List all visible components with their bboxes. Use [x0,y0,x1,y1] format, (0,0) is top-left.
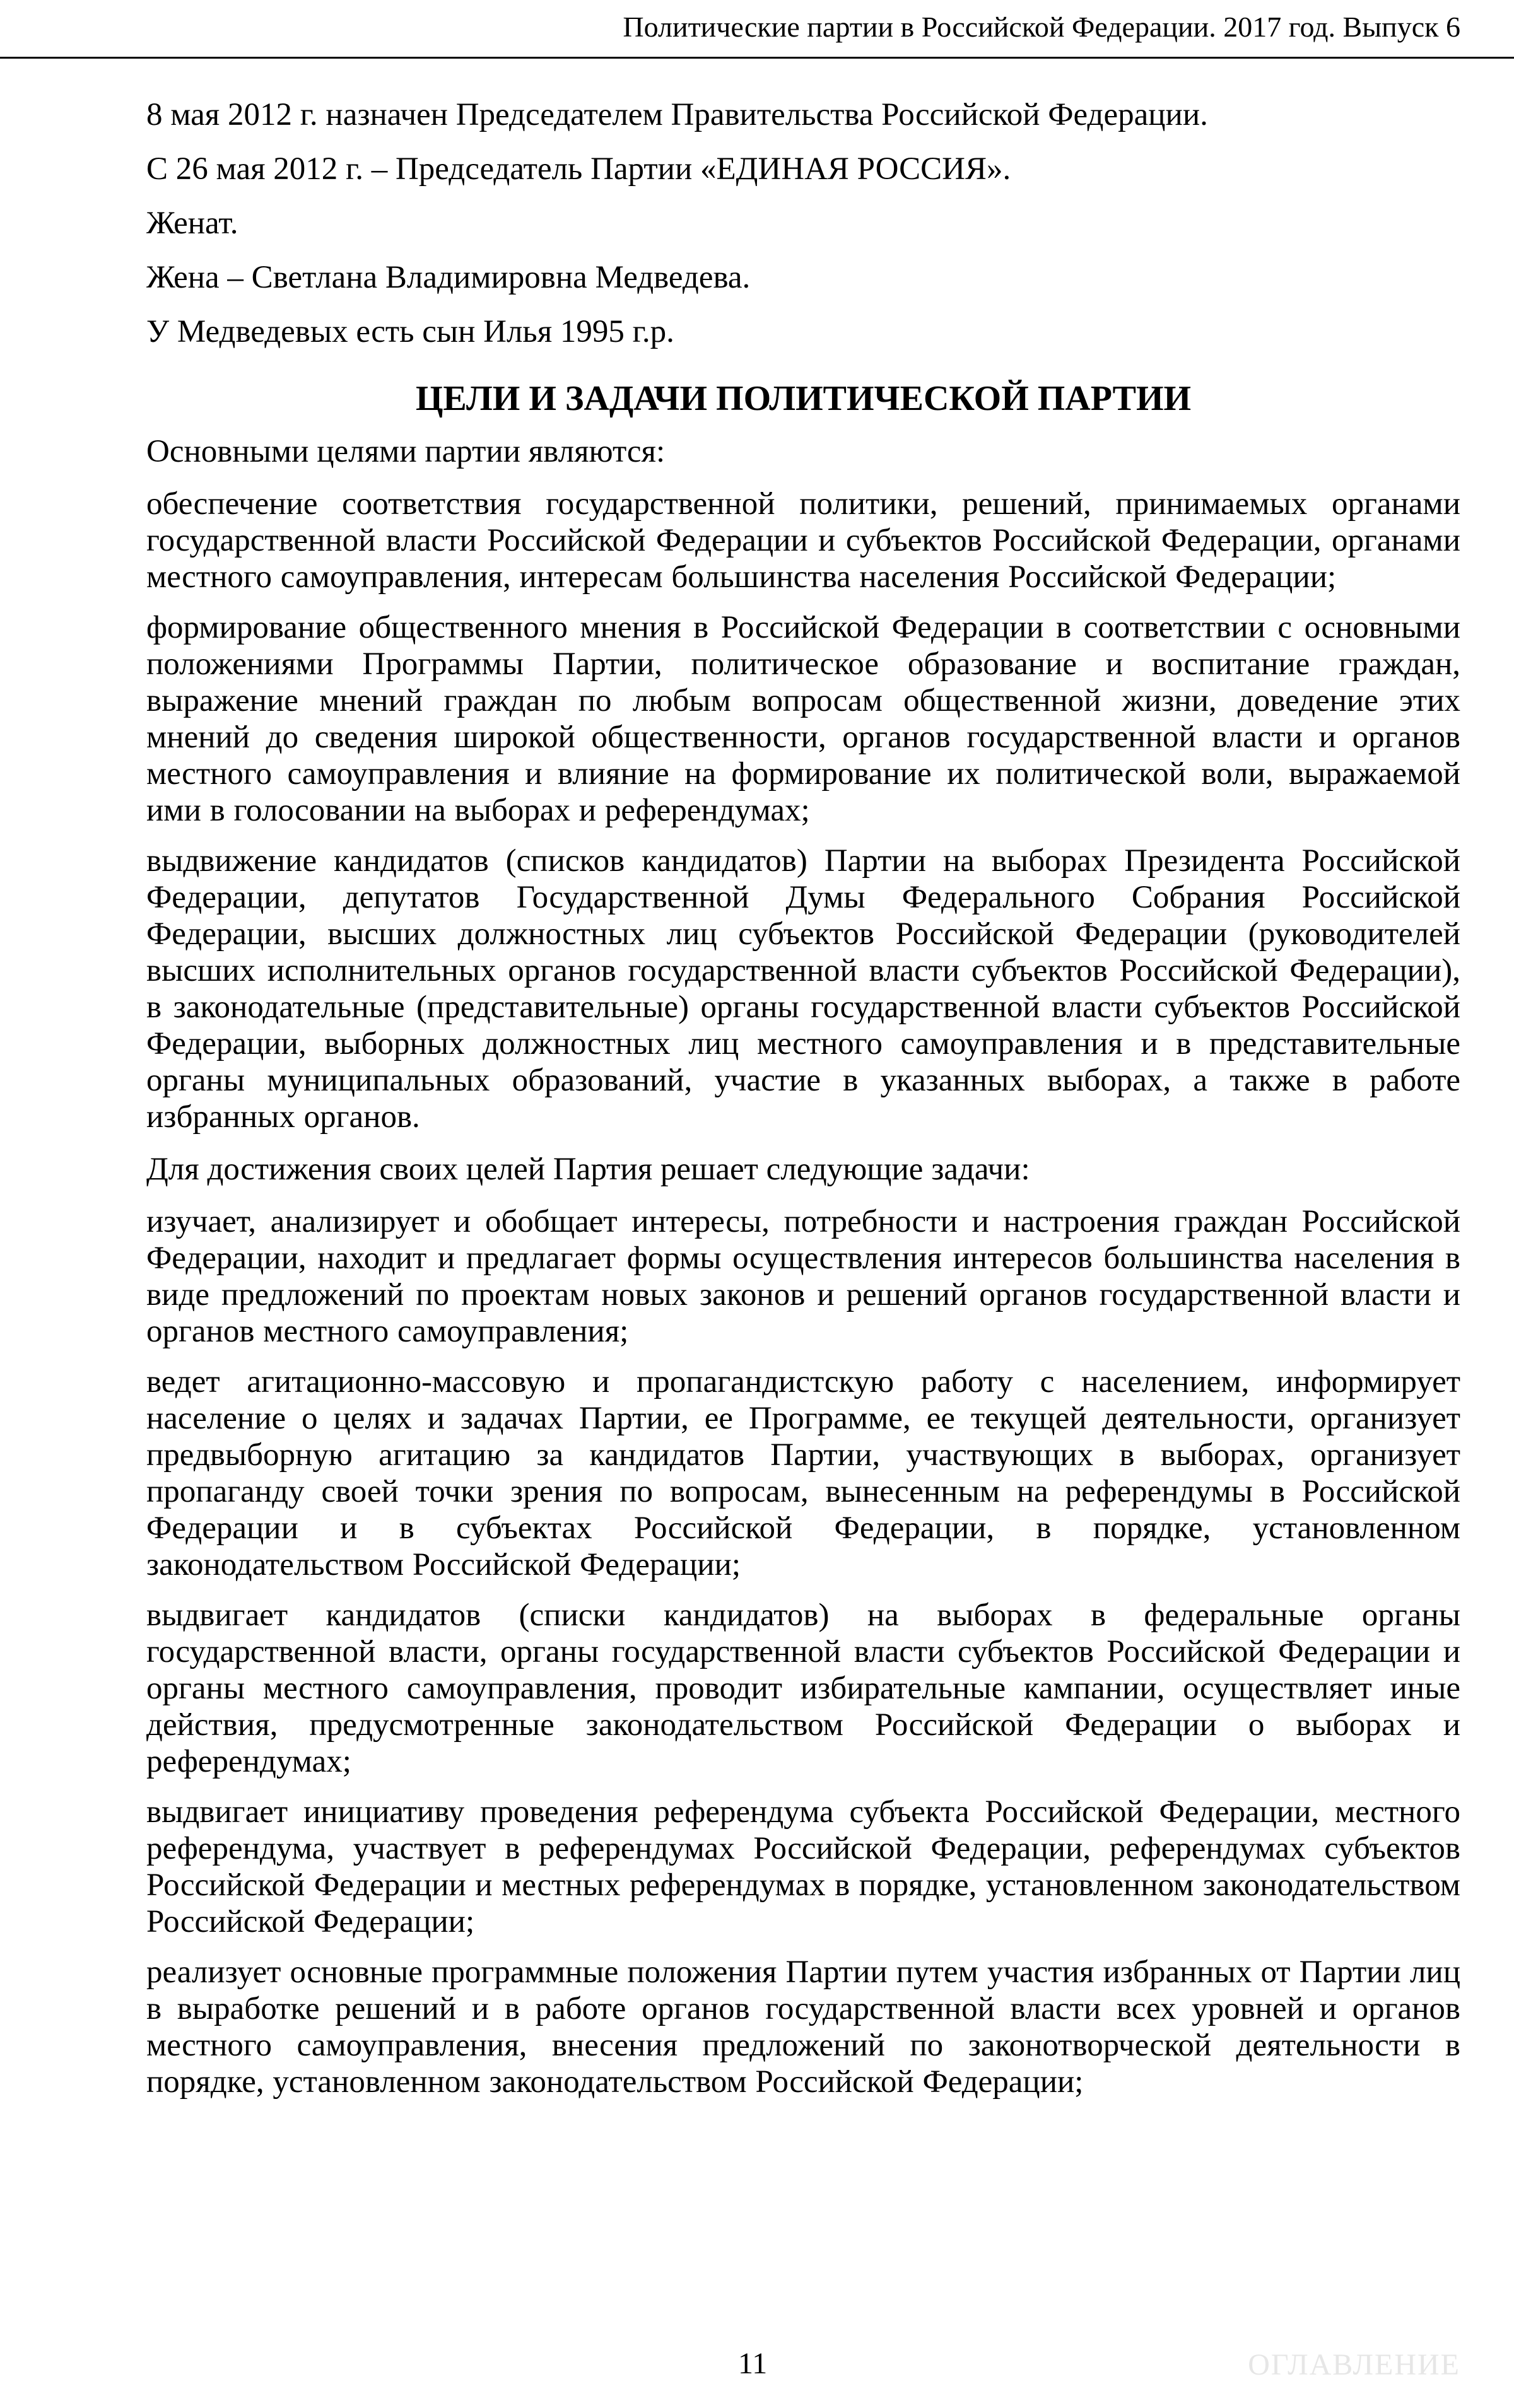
toc-link[interactable]: ОГЛАВЛЕНИЕ [1248,2348,1460,2382]
goal-paragraph: формирование общественного мнения в Российской Федерации в соответствии с основными положениями Программы Партии, политическое образование и воспитание граждан, выражение мнений граждан по любым вопросам общественной жизни, доведение этих мнений до сведения широкой общественности, органов государственной власти и органов местного самоуправления и влияние на формирование их политической воли, выражаемой ими в голосовании на выборах и референдумах; [146,610,1460,828]
intro-line: Жена – Светлана Владимировна Медведева. [146,260,751,295]
page-number: 11 [738,2347,768,2380]
header-divider [0,57,1514,59]
intro-line: Женат. [146,206,238,241]
intro-line: У Медведевых есть сын Илья 1995 г.р. [146,314,674,349]
goal-paragraph: выдвижение кандидатов (списков кандидатов) Партии на выборах Президента Российской Федерации, депутатов Государственной Думы Федерального Собрания Российской Федерации, высших должностных лиц субъектов Российской Федерации (руководителей высших исполнительных органов государственной власти субъектов Российской Федерации), в законодательные (представительные) органы государственной власти субъектов Российской Федерации, выборных должностных лиц местного самоуправления и в представительные органы муниципальных образований, участие в указанных выборах, а также в работе избранных органов. [146,843,1460,1135]
section-heading: ЦЕЛИ И ЗАДАЧИ ПОЛИТИЧЕСКОЙ ПАРТИИ [415,379,1192,418]
goals-lead: Основными целями партии являются: [146,434,666,469]
task-paragraph: ведет агитационно-массовую и пропагандистскую работу с населением, информирует население о целях и задачах Партии, ее Программе, ее текущей деятельности, организует предвыборную агитацию за кандидатов Партии, участвующих в выборах, организует пропаганду своей точки зрения по вопросам, вынесенным на референдумы в Российской Федерации и в субъектах Российской Федерации, в порядке, установленном законодательством Российской Федерации; [146,1364,1460,1582]
running-header: Политические партии в Российской Федерации. 2017 год. Выпуск 6 [623,11,1460,43]
task-paragraph: изучает, анализирует и обобщает интересы, потребности и настроения граждан Российской Федерации, находит и предлагает формы осуществления интересов большинства населения в виде предложений по проектам новых законов и решений органов государственной власти и органов местного самоуправления; [146,1204,1460,1349]
task-paragraph: реализует основные программные положения Партии путем участия избранных от Партии лиц в выработке решений и в работе органов государственной власти всех уровней и органов местного самоуправления, внесения предложений по законотворческой деятельности в порядке, установленном законодательством Российской Федерации; [146,1955,1460,2100]
task-paragraph: выдвигает кандидатов (списки кандидатов) на выборах в федеральные органы государственной власти, органы государственной власти субъектов Российской Федерации и органы местного самоуправления, проводит избирательные кампании, осуществляет иные действия, предусмотренные законодательством Российской Федерации о выборах и референдумах; [146,1598,1460,1779]
intro-line: 8 мая 2012 г. назначен Председателем Правительства Российской Федерации. [146,97,1208,132]
tasks-lead: Для достижения своих целей Партия решает следующие задачи: [146,1152,1030,1187]
page-body [146,95,1460,2114]
goal-paragraph: обеспечение соответствия государственной политики, решений, принимаемых органами государственной власти Российской Федерации и субъектов Российской Федерации, органами местного самоуправления, интересам большинства населения Российской Федерации; [146,486,1460,595]
intro-line: С 26 мая 2012 г. – Председатель Партии «ЕДИНАЯ РОССИЯ». [146,151,1011,187]
task-paragraph: выдвигает инициативу проведения референдума субъекта Российской Федерации, местного референдума, участвует в референдумах Российской Федерации, референдумах субъектов Российской Федерации и местных референдумах в порядке, установленном законодательством Российской Федерации; [146,1794,1460,1939]
